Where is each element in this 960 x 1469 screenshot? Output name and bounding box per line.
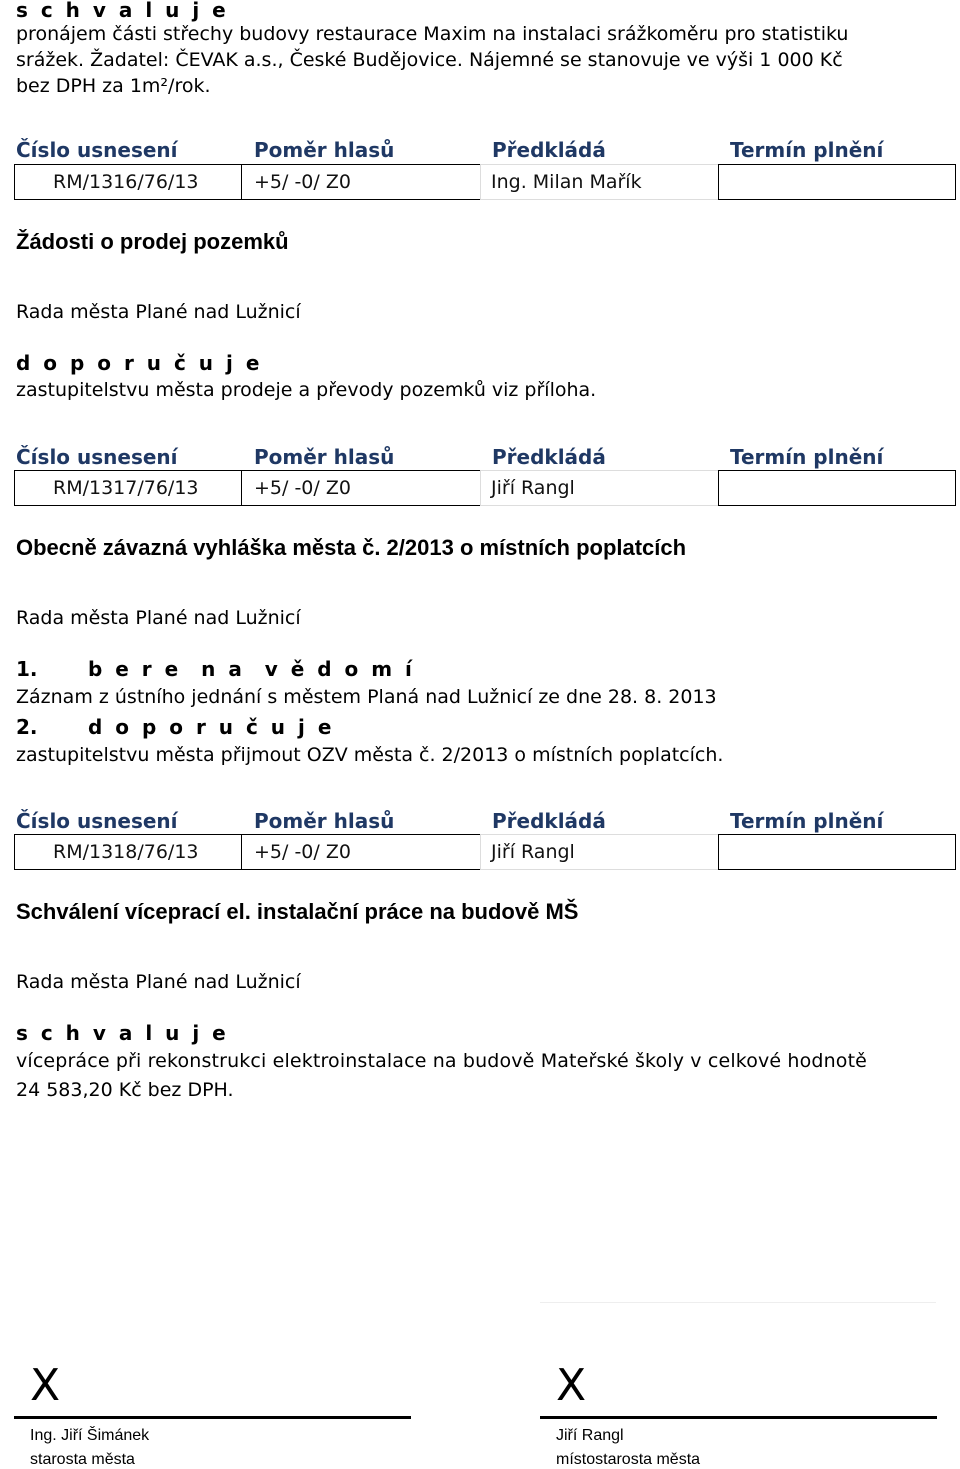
vote-table-header	[0, 132, 960, 166]
header-presenter: Předkládá	[492, 138, 606, 162]
council-name: Rada města Plané nad Lužnicí	[16, 607, 301, 629]
body-line: pronájem části střechy budovy restaurace Maxim na instalaci srážkoměru pro statistiku	[16, 23, 849, 45]
section-title: Schválení víceprací el. instalační práce na budově MŠ	[16, 899, 579, 924]
header-votes: Poměr hlasů	[254, 445, 395, 469]
deadline	[718, 164, 956, 200]
resolution-number: RM/1318/76/13	[14, 834, 242, 870]
approval-verb: s c h v a l u j e	[16, 1021, 229, 1045]
divider	[540, 1302, 936, 1303]
vote-table-row	[14, 834, 956, 870]
body-line: srážek. Žadatel: ČEVAK a.s., České Budějovice. Nájemné se stanovuje ve výši 1 000 Kč	[16, 49, 843, 71]
body-line: vícepráce při rekonstrukci elektroinstalace na budově Mateřské školy v celkové hodnotě	[16, 1050, 868, 1072]
header-number: Číslo usnesení	[16, 138, 178, 162]
vote-ratio: +5/ -0/ Z0	[241, 834, 481, 870]
vote-table-header	[0, 439, 960, 473]
header-votes: Poměr hlasů	[254, 809, 395, 833]
council-name: Rada města Plané nad Lužnicí	[16, 301, 301, 323]
signature-line	[540, 1416, 937, 1419]
recommend-verb: d o p o r u č u j e	[88, 715, 335, 739]
vote-table-row	[14, 164, 956, 200]
resolution-number: RM/1316/76/13	[14, 164, 242, 200]
signatory-role: starosta města	[30, 1451, 135, 1468]
body-line: bez DPH za 1m²/rok.	[16, 75, 211, 97]
approval-verb: s c h v a l u j e	[16, 0, 229, 22]
signatory-name: Ing. Jiří Šimánek	[30, 1427, 150, 1444]
header-presenter: Předkládá	[492, 445, 606, 469]
recommend-verb: d o p o r u č u j e	[16, 351, 263, 375]
header-votes: Poměr hlasů	[254, 138, 395, 162]
vote-table-header	[0, 803, 960, 837]
header-deadline: Termín plnění	[730, 809, 884, 833]
header-deadline: Termín plnění	[730, 445, 884, 469]
signature-line	[14, 1416, 411, 1419]
body-line: 24 583,20 Kč bez DPH.	[16, 1079, 234, 1101]
vote-ratio: +5/ -0/ Z0	[241, 470, 481, 506]
deadline	[718, 470, 956, 506]
vote-table-row	[14, 470, 956, 506]
deadline	[718, 834, 956, 870]
presenter: Jiří Rangl	[480, 834, 719, 870]
council-name: Rada města Plané nad Lužnicí	[16, 971, 301, 993]
header-number: Číslo usnesení	[16, 445, 178, 469]
item-number: 2.	[16, 715, 38, 739]
signature-mark: X	[30, 1360, 61, 1411]
item-number: 1.	[16, 657, 38, 681]
signatory-name: Jiří Rangl	[556, 1427, 624, 1444]
presenter: Ing. Milan Mařík	[480, 164, 719, 200]
section-title: Žádosti o prodej pozemků	[16, 229, 289, 254]
section-title: Obecně závazná vyhláška města č. 2/2013 o místních poplatcích	[16, 535, 687, 560]
resolution-number: RM/1317/76/13	[14, 470, 242, 506]
signatory-role: místostarosta města	[556, 1451, 701, 1468]
acknowledge-verb: b e r e n a v ě d o m í	[88, 657, 415, 681]
header-presenter: Předkládá	[492, 809, 606, 833]
presenter: Jiří Rangl	[480, 470, 719, 506]
body-line: Záznam z ústního jednání s městem Planá nad Lužnicí ze dne 28. 8. 2013	[16, 686, 717, 708]
body-line: zastupitelstvu města přijmout OZV města č. 2/2013 o místních poplatcích.	[16, 744, 724, 766]
body-line: zastupitelstvu města prodeje a převody pozemků viz příloha.	[16, 379, 597, 401]
header-number: Číslo usnesení	[16, 809, 178, 833]
header-deadline: Termín plnění	[730, 138, 884, 162]
vote-ratio: +5/ -0/ Z0	[241, 164, 481, 200]
signature-mark: X	[556, 1360, 587, 1411]
